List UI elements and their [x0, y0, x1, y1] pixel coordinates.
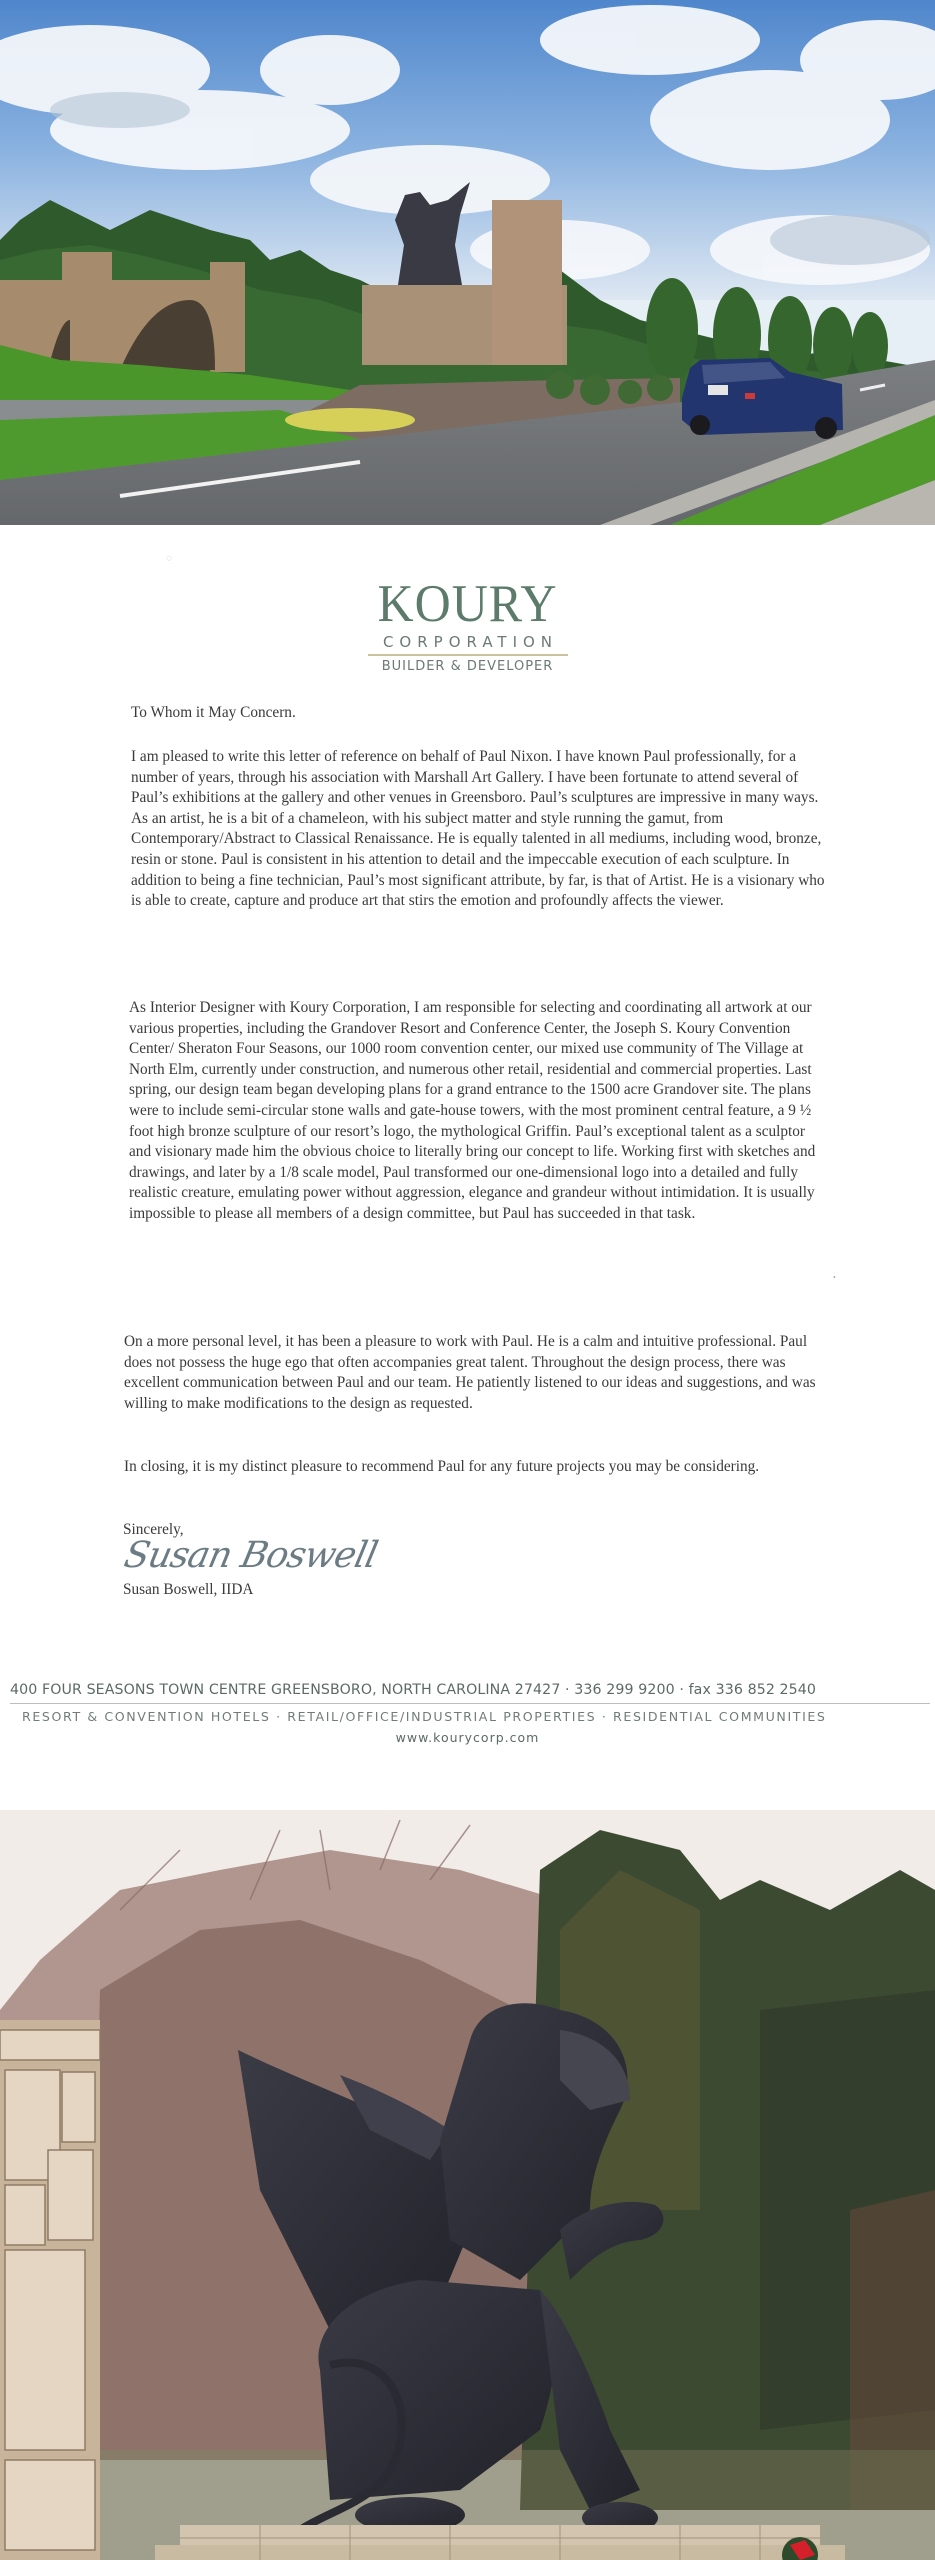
scan-artifact: ◌	[166, 553, 172, 564]
signer-name: Susan Boswell, IIDA	[123, 1581, 254, 1598]
logo-corporation: CORPORATION	[382, 633, 559, 651]
scan-artifact-dot: •	[833, 1273, 836, 1282]
logo-tagline: BUILDER & DEVELOPER	[381, 659, 554, 674]
footer-services: RESORT & CONVENTION HOTELS · RETAIL/OFFICE/INDUSTRIAL PROPERTIES · RESIDENTIAL COMMUNITIES	[22, 1709, 827, 1724]
handwritten-signature: Susan Boswell	[120, 1535, 381, 1576]
footer-divider	[10, 1703, 930, 1704]
footer-website: www.kourycorp.com	[395, 1730, 540, 1745]
entrance-photo-illustration	[0, 0, 935, 525]
letter-paragraph-2: As Interior Designer with Koury Corporation, I am responsible for selecting and coordinating all artwork at our various properties, including the Grandover Resort and Conference Center, the Joseph S. Koury Convention Center/ Sheraton Four Seasons, our 1000 room convention center, our mixed use community of The Village at North Elm, currently under construction, and numerous other retail, residential and commercial properties. Last spring, our design team began developing plans for a grand entrance to the 1500 acre Grandover site. The plans were to include semi-circular stone walls and gate-house towers, with the most prominent central feature, a 9 ½ foot high bronze sculpture of our resort’s logo, the mythological Griffin. Paul’s exceptional talent as a sculptor and visionary made him the obvious choice to literally bring our concept to life. Working first with sketches and drawings, and later by a 1/8 scale model, Paul transformed our one-dimensional logo into a detailed and fully realistic creature, emulating power without aggression, elegance and grandeur without intimidation. It is usually impossible to please all members of a design committee, but Paul has succeeded in that task.	[129, 999, 816, 1222]
entrance-photo	[0, 0, 935, 525]
letter-paragraph-3: On a more personal level, it has been a pleasure to work with Paul. He is a calm and intuitive professional. Paul does not possess the huge ego that often accompanies great talent. Throughout the design process, there was excellent communication between Paul and our team. He patiently listened to our ideas and suggestions, and was willing to make modifications to the design as requested.	[124, 1333, 816, 1412]
logo-company-name: KOURY	[377, 573, 558, 633]
closing: Sincerely,	[123, 1521, 184, 1538]
letter-paragraph-1: I am pleased to write this letter of reference on behalf of Paul Nixon. I have known Paul professionally, for a number of years, through his association with Marshall Art Gallery. I have been fortunate to attend several of Paul’s exhibitions at the gallery and other venues in Greensboro. Paul’s sculptures are impressive in many ways. As an artist, he is a bit of a chameleon, with his subject matter and style running the gamut, from Contemporary/Abstract to Classical Renaissance. He is equally talented in all mediums, including wood, bronze, resin or stone. Paul is consistent in his attention to detail and the impeccable execution of each sculpture. In addition to being a fine technician, Paul’s most significant attribute, by far, is that of Artist. He is a visionary who is able to create, capture and produce art that stirs the emotion and profoundly affects the viewer.	[131, 748, 825, 910]
logo-divider	[368, 654, 568, 656]
salutation: To Whom it May Concern.	[131, 704, 296, 721]
footer-address: 400 FOUR SEASONS TOWN CENTRE GREENSBORO, NORTH CAROLINA 27427 · 336 299 9200 · fax 336 852 2540	[10, 1682, 817, 1698]
griffin-photo-illustration	[0, 1810, 935, 2560]
griffin-sculpture-photo	[0, 1810, 935, 2560]
reference-letter	[0, 525, 935, 1810]
letter-paragraph-4: In closing, it is my distinct pleasure to recommend Paul for any future projects you may be considering.	[124, 1458, 760, 1475]
koury-logo	[0, 573, 935, 674]
